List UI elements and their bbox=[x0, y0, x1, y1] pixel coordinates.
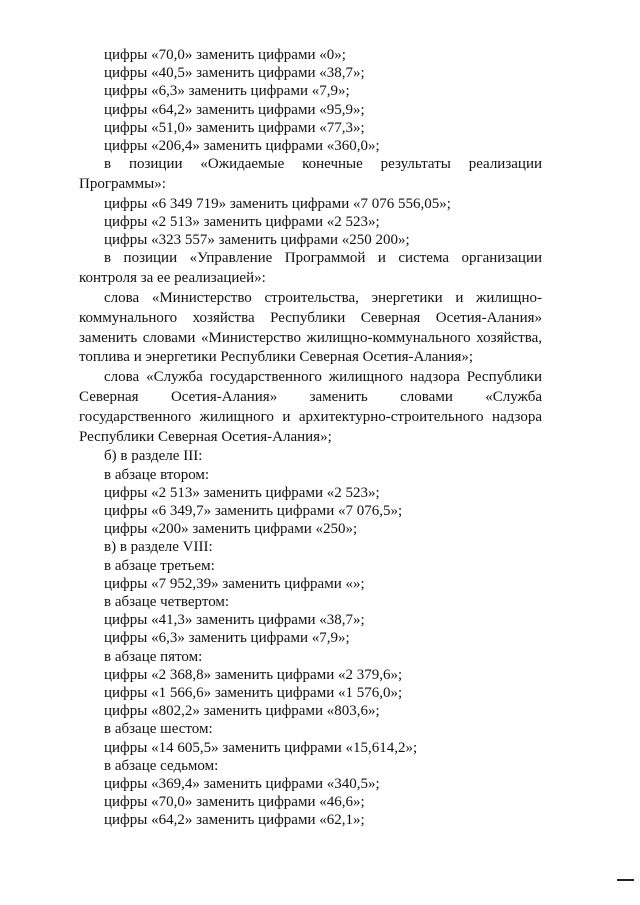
amendment-list-2 bbox=[79, 195, 542, 250]
amendment-line: цифры «2 513» заменить цифрами «2 523»; bbox=[104, 214, 380, 231]
amendment-line: цифры «802,2» заменить цифрами «803,6»; bbox=[104, 703, 380, 720]
paragraph-label: в абзаце третьем: bbox=[104, 557, 215, 574]
amendment-line: цифры «14 605,5» заменить цифрами «15,614,2»; bbox=[104, 739, 418, 756]
amendment-line: цифры «369,4» заменить цифрами «340,5»; bbox=[104, 776, 380, 793]
section-heading: в) в разделе VIII: bbox=[104, 539, 213, 556]
amendment-line: цифры «70,0» заменить цифрами «0»; bbox=[104, 47, 346, 63]
paragraph-ministry: слова «Министерство строительства, энергетики и жилищно-коммунального хозяйства Республики Северная Осетия-Алания» заменить словами «Министерство жилищно-коммунального хозяйства, топлива и энергетики Республики Северная Осетия-Алания»; bbox=[79, 290, 542, 366]
amendment-line: цифры «200» заменить цифрами «250»; bbox=[104, 521, 358, 538]
paragraph-service: слова «Служба государственного жилищного надзора Республики Северная Осетия-Алания» заменить словами «Служба государственного жилищного и архитектурно-строительного надзора Республики Северная Осетия-Алания»; bbox=[79, 369, 542, 445]
amendment-line: цифры «70,0» заменить цифрами «46,6»; bbox=[104, 794, 365, 811]
amendment-list-1 bbox=[79, 46, 542, 155]
amendment-line: цифры «2 368,8» заменить цифрами «2 379,6»; bbox=[104, 666, 403, 683]
amendment-list-3 bbox=[79, 447, 542, 829]
amendment-line: цифры «7 952,39» заменить цифрами «»; bbox=[104, 575, 365, 592]
page-edge-mark bbox=[617, 879, 634, 881]
amendment-line: цифры «64,2» заменить цифрами «95,9»; bbox=[104, 101, 365, 118]
paragraph-label: в абзаце четвертом: bbox=[104, 594, 230, 611]
paragraph-management: в позиции «Управление Программой и система организации контроля за ее реализацией»: bbox=[79, 250, 542, 287]
amendment-line: цифры «64,2» заменить цифрами «62,1»; bbox=[104, 812, 365, 829]
amendment-line: цифры «51,0» заменить цифрами «77,3»; bbox=[104, 119, 365, 136]
amendment-line: цифры «40,5» заменить цифрами «38,7»; bbox=[104, 65, 365, 82]
paragraph-label: в абзаце седьмом: bbox=[104, 757, 219, 774]
amendment-line: цифры «6 349 719» заменить цифрами «7 076 556,05»; bbox=[104, 195, 451, 212]
paragraph-label: в абзаце пятом: bbox=[104, 648, 203, 665]
amendment-line: цифры «6,3» заменить цифрами «7,9»; bbox=[104, 630, 350, 647]
amendment-line: цифры «6,3» заменить цифрами «7,9»; bbox=[104, 83, 350, 100]
amendment-line: цифры «6 349,7» заменить цифрами «7 076,5»; bbox=[104, 503, 403, 519]
amendment-line: цифры «1 566,6» заменить цифрами «1 576,0»; bbox=[104, 685, 403, 702]
amendment-line: цифры «41,3» заменить цифрами «38,7»; bbox=[104, 612, 365, 629]
amendment-line: цифры «206,4» заменить цифрами «360,0»; bbox=[104, 138, 380, 155]
paragraph-label: в абзаце втором: bbox=[104, 466, 210, 483]
paragraph-label: в абзаце шестом: bbox=[104, 721, 213, 738]
amendment-line: цифры «2 513» заменить цифрами «2 523»; bbox=[104, 484, 380, 501]
section-heading: б) в разделе III: bbox=[104, 448, 203, 465]
amendment-line: цифры «323 557» заменить цифрами «250 200»; bbox=[104, 232, 410, 249]
paragraph-results: в позиции «Ожидаемые конечные результаты реализации Программы»: bbox=[79, 156, 542, 193]
document-body bbox=[79, 46, 542, 830]
